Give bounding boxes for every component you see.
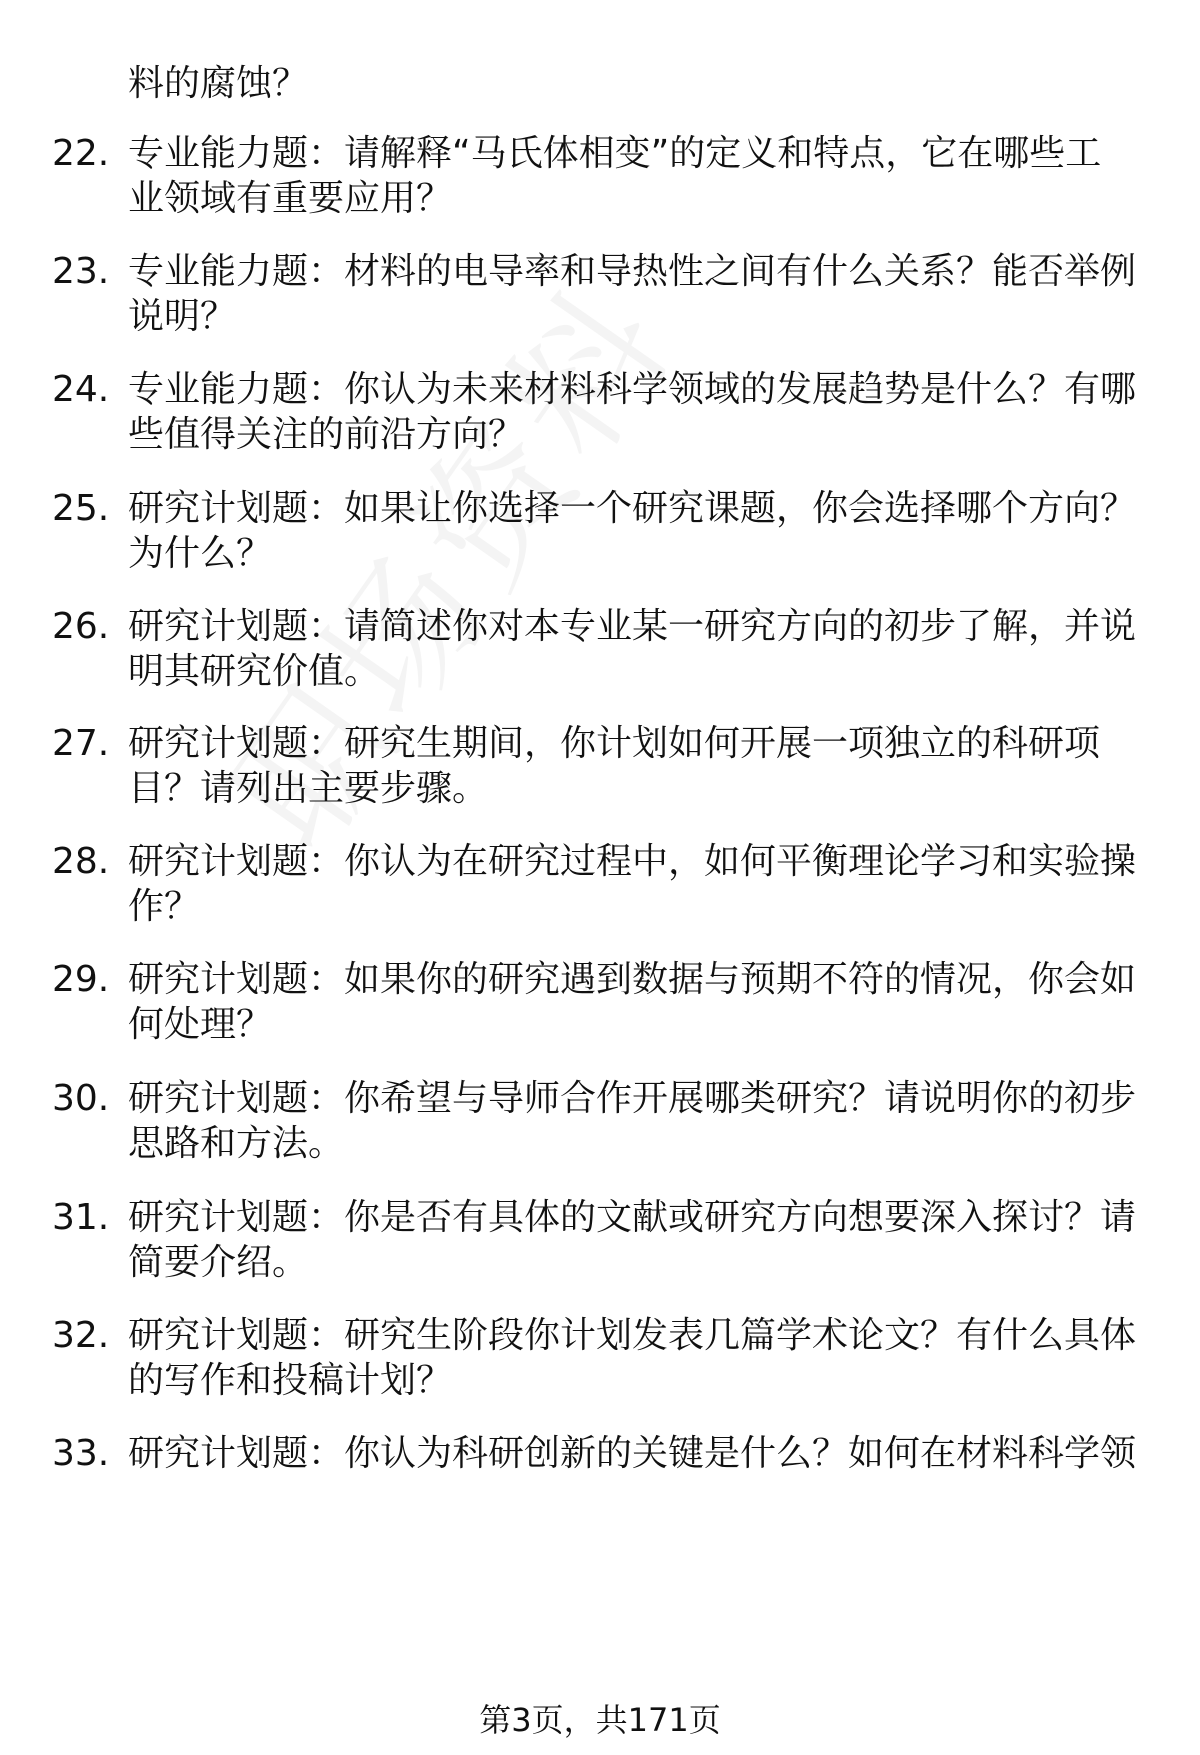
question-text-line1: 研究计划题：如果你的研究遇到数据与预期不符的情况，你会如 [128, 959, 1137, 1000]
question-text-line2: 为什么？ [128, 533, 273, 574]
question-text-line2: 些值得关注的前沿方向？ [128, 414, 525, 455]
question-text-line1: 研究计划题：如果让你选择一个研究课题，你会选择哪个方向？ [128, 488, 1137, 529]
question-number: 30. [52, 1078, 110, 1119]
question-text-line2: 说明？ [128, 296, 237, 337]
question-number: 31. [52, 1197, 110, 1238]
question-text-line2: 何处理？ [128, 1004, 273, 1045]
question-text-line2: 业领域有重要应用？ [128, 178, 453, 219]
question-number: 32. [52, 1315, 110, 1356]
question-text-line1: 专业能力题：材料的电导率和导热性之间有什么关系？能否举例 [128, 251, 1137, 292]
question-text-line2: 作？ [128, 886, 201, 927]
question-number: 28. [52, 841, 110, 882]
question-number: 29. [52, 959, 110, 1000]
question-number: 22. [52, 133, 110, 174]
question-text-line1: 研究计划题：你是否有具体的文献或研究方向想要深入探讨？请 [128, 1197, 1137, 1238]
question-text-line2: 目？请列出主要步骤。 [128, 768, 489, 809]
question-number: 23. [52, 251, 110, 292]
question-number: 27. [52, 723, 110, 764]
continuation-line: 料的腐蚀？ [128, 63, 309, 104]
question-text-line1: 研究计划题：你希望与导师合作开展哪类研究？请说明你的初步 [128, 1078, 1137, 1119]
question-number: 33. [52, 1433, 110, 1474]
page-footer: 第3页，共171页 [479, 1701, 721, 1739]
question-text-line2: 明其研究价值。 [128, 651, 381, 692]
question-number: 24. [52, 369, 110, 410]
question-text-line1: 研究计划题：研究生期间，你计划如何开展一项独立的科研项 [128, 723, 1101, 764]
question-text-line2: 简要介绍。 [128, 1242, 309, 1283]
question-number: 26. [52, 606, 110, 647]
question-text-line1: 专业能力题：你认为未来材料科学领域的发展趋势是什么？有哪 [128, 369, 1137, 410]
question-text-line1: 研究计划题：研究生阶段你计划发表几篇学术论文？有什么具体 [128, 1315, 1137, 1356]
question-text-line2: 思路和方法。 [128, 1123, 345, 1164]
question-number: 25. [52, 488, 110, 529]
question-text-line1: 研究计划题：请简述你对本专业某一研究方向的初步了解，并说 [128, 606, 1137, 647]
question-text-line2: 的写作和投稿计划？ [128, 1360, 453, 1401]
question-text-line1: 研究计划题：你认为科研创新的关键是什么？如何在材料科学领 [128, 1433, 1137, 1474]
question-text-line1: 专业能力题：请解释“马氏体相变”的定义和特点，它在哪些工 [128, 133, 1102, 174]
question-text-line1: 研究计划题：你认为在研究过程中，如何平衡理论学习和实验操 [128, 841, 1137, 882]
